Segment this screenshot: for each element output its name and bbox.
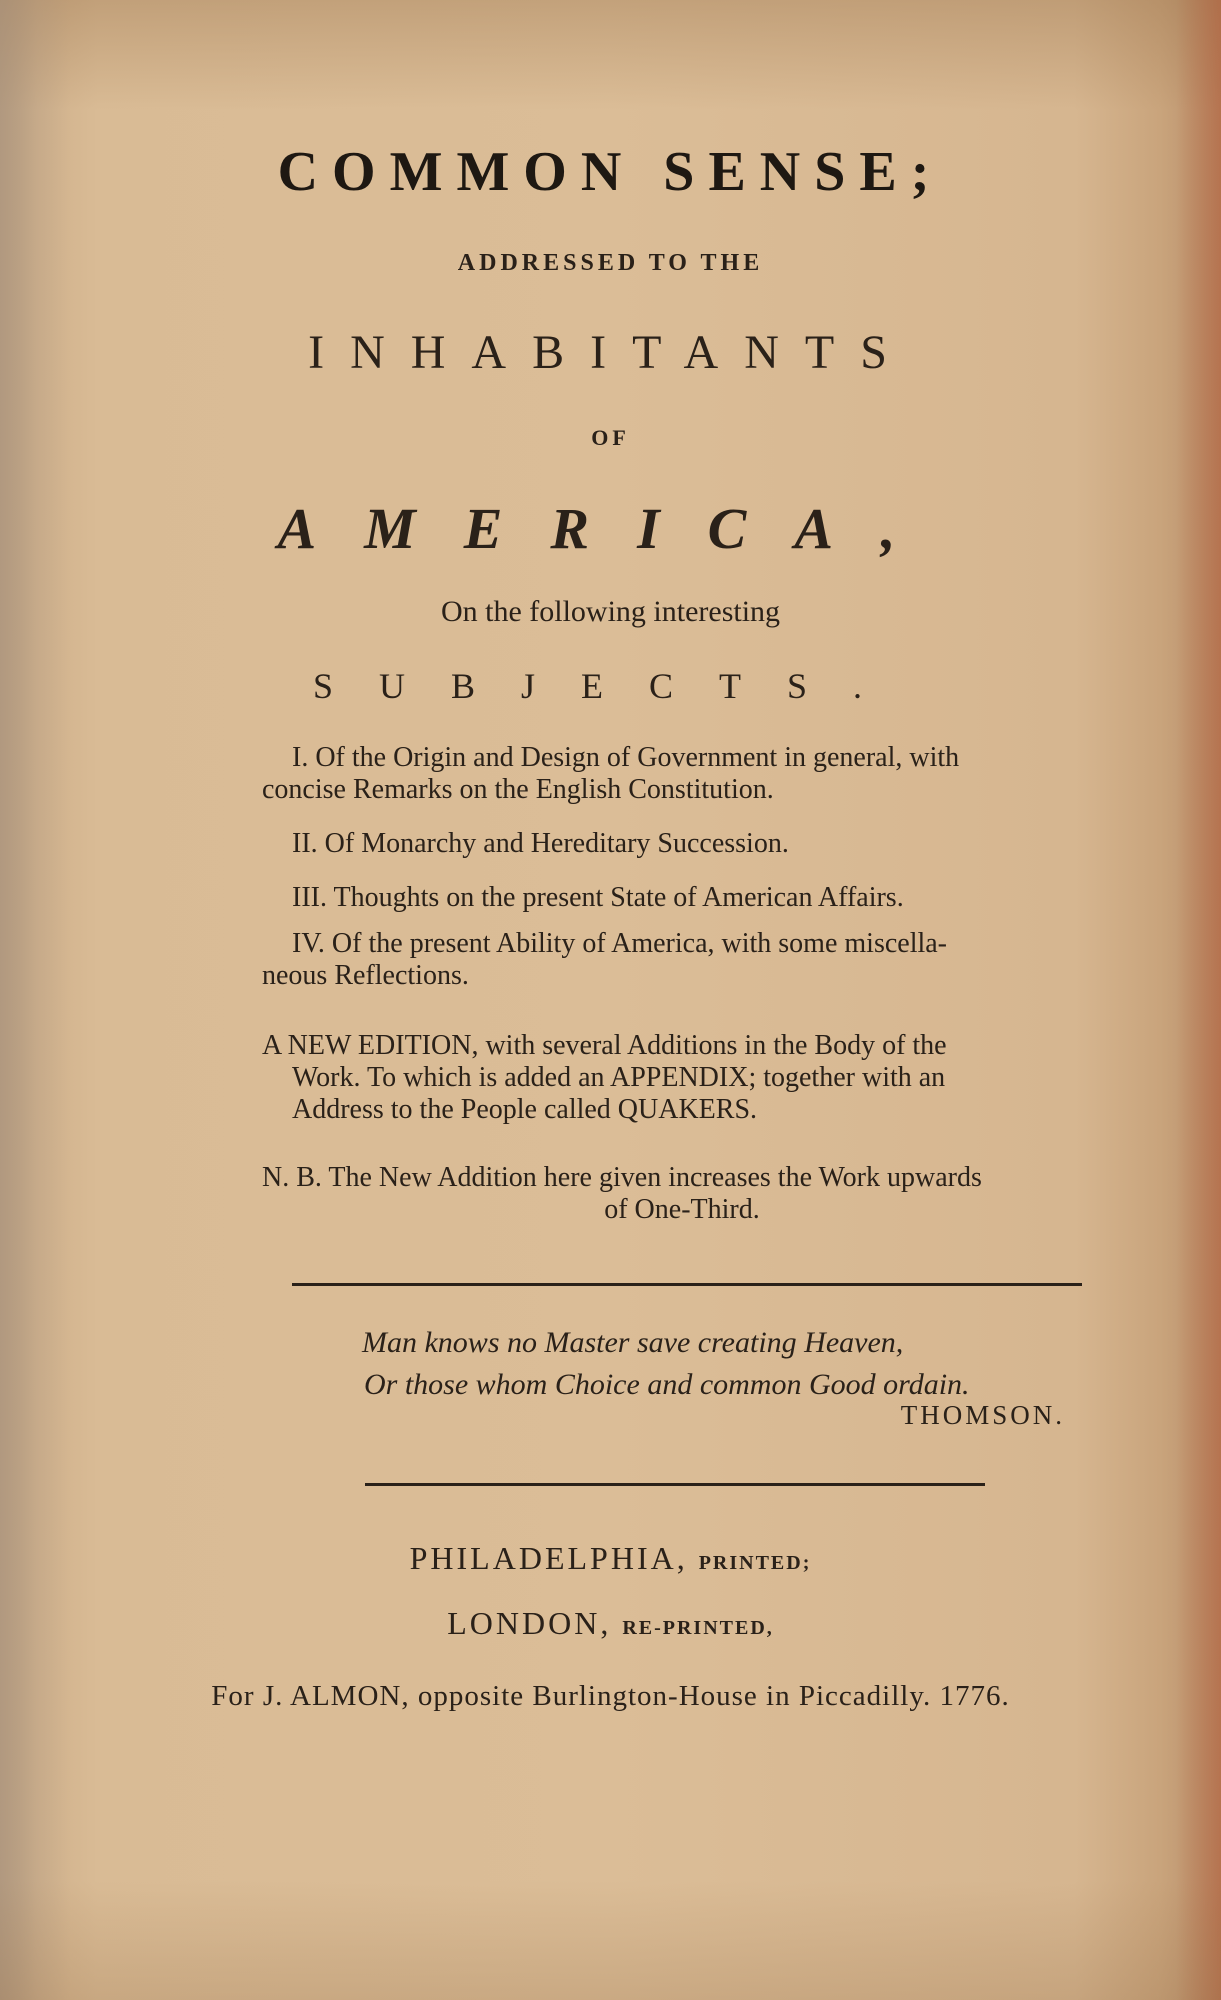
paper-stain-bottom [0,1880,1221,2000]
new-edition-note [262,1030,1102,1126]
imprint-london [0,1605,1221,1642]
of-line: OF [591,425,630,450]
subject-item-4 [262,928,1102,992]
epigraph [362,1322,1082,1406]
paper-stain-top [0,0,1221,110]
epigraph-line-1: Man knows no Master save creating Heaven, [362,1326,904,1359]
book-title: COMMON SENSE; [277,141,944,203]
addressed-line: ADDRESSED TO THE [457,250,764,276]
subject-item-1-first: I. Of the Origin and Design of Government in general, with [292,742,960,773]
following-line: On the following interesting [440,595,781,628]
subject-item-4-rest: neous Reflections. [262,960,469,991]
imprint-city-1: PHILADELPHIA, [409,1540,688,1576]
inhabitants-line: INHABITANTS [308,326,913,379]
nb-line-1: N. B. The New Addition here given increases the Work upwards [262,1162,982,1193]
subject-item-1 [262,742,1102,806]
america-line: AMERICA, [277,496,944,561]
epigraph-line-2: Or those whom Choice and common Good ordain. [364,1368,970,1401]
subject-item-4-first: IV. Of the present Ability of America, with some miscella- [292,928,948,959]
epigraph-author: THOMSON. [900,1400,1065,1430]
imprint-printed: PRINTED; [698,1552,812,1574]
subject-item-2 [262,828,1102,860]
divider-rule-upper [292,1283,1082,1286]
imprint-publisher: For J. ALMON, opposite Burlington-House in Piccadilly. 1776. [211,1680,1010,1712]
subject-item-1-rest: concise Remarks on the English Constitution. [262,774,774,805]
new-edition-line-2: Work. To which is added an APPENDIX; together with an [292,1062,946,1093]
new-edition-line-3: Address to the People called QUAKERS. [292,1094,758,1125]
imprint-city-2: LONDON, [447,1605,612,1641]
divider-rule-lower [365,1483,985,1486]
subject-item-2-first: II. Of Monarchy and Hereditary Succession. [292,828,789,859]
subject-item-3-first: III. Thoughts on the present State of American Affairs. [292,882,904,913]
imprint-reprinted: RE-PRINTED, [622,1617,774,1639]
new-edition-line-1: A NEW EDITION, with several Additions in the Body of the [262,1030,947,1061]
imprint-philadelphia [0,1540,1221,1577]
subject-item-3 [262,882,1102,914]
nb-note [262,1162,1102,1226]
subjects-heading: SUBJECTS. [312,666,909,706]
nb-line-2: of One-Third. [604,1194,760,1225]
